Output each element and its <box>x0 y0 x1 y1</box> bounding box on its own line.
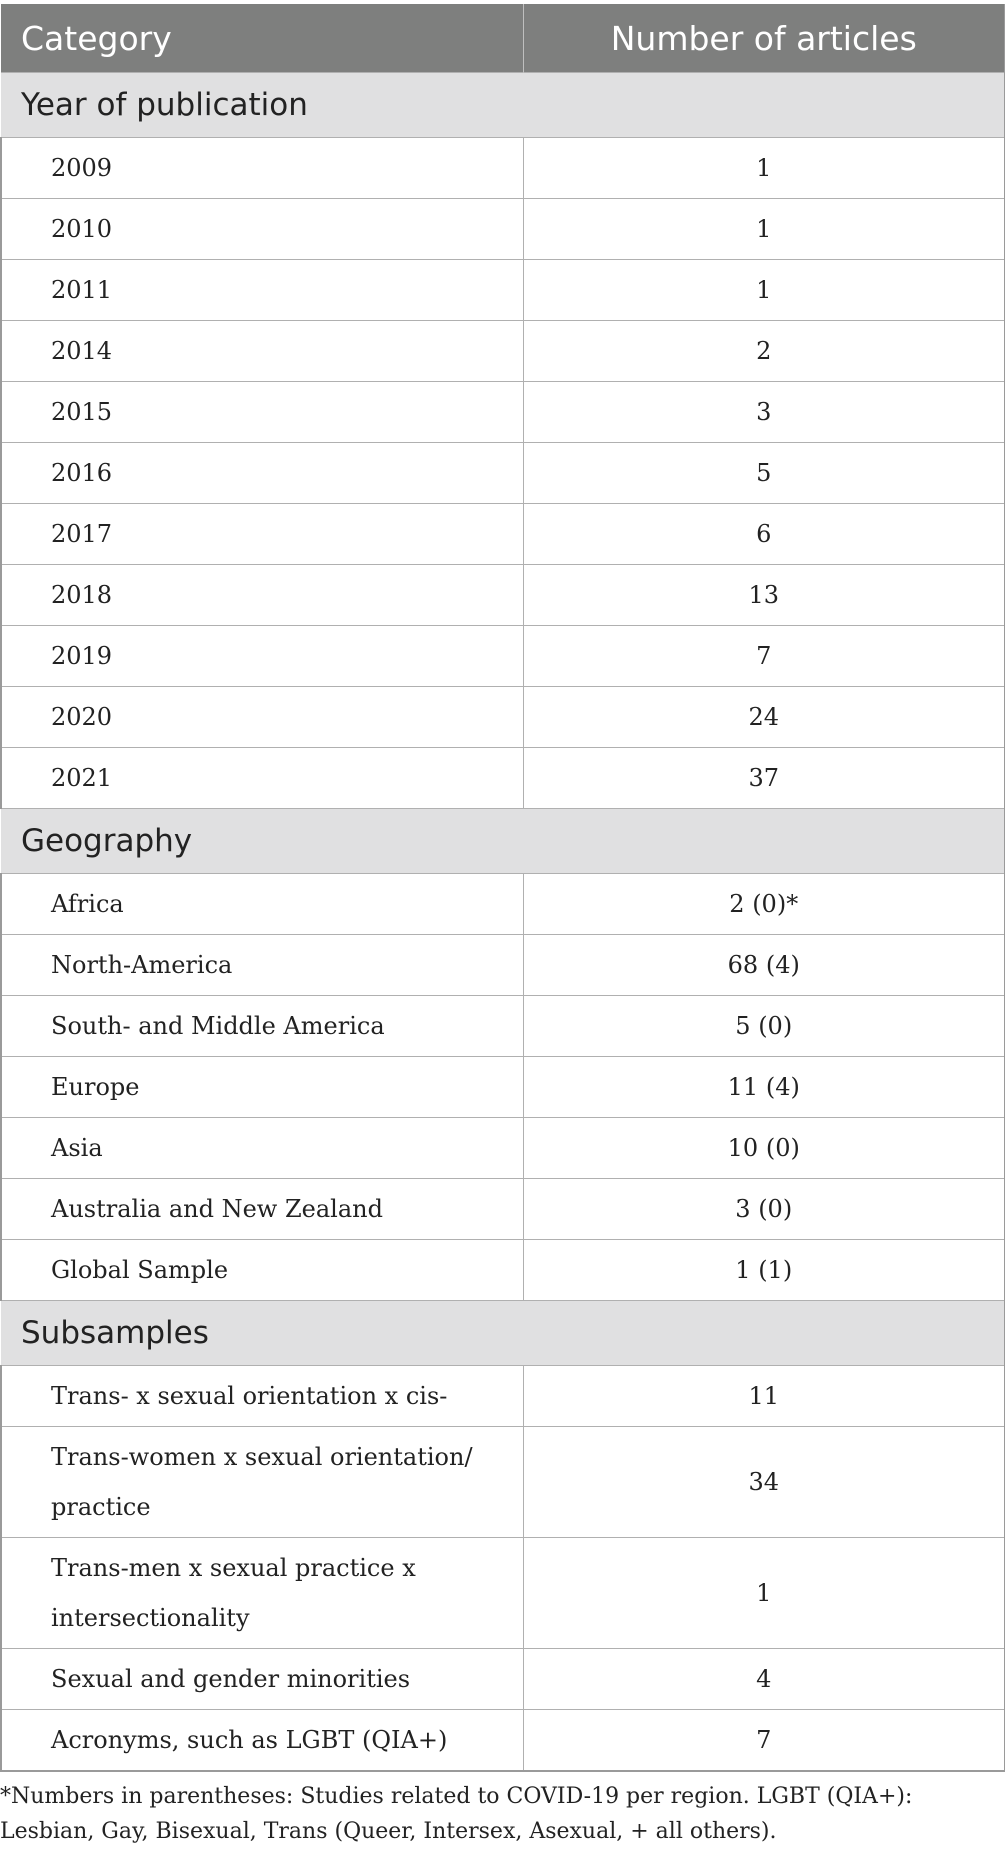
row-value: 11 (4) <box>523 1057 1005 1118</box>
row-value: 68 (4) <box>523 935 1005 996</box>
articles-table <box>0 4 1005 1772</box>
table-row <box>1 382 1005 443</box>
row-value: 1 <box>523 138 1005 199</box>
table-header <box>1 4 1005 73</box>
table-row <box>1 443 1005 504</box>
row-value: 10 (0) <box>523 1118 1005 1179</box>
section-row <box>1 809 1005 874</box>
row-label: South- and Middle America <box>1 996 523 1057</box>
section-title: Geography <box>1 809 1005 874</box>
row-label: Europe <box>1 1057 523 1118</box>
table-row <box>1 1240 1005 1301</box>
row-value: 3 (0) <box>523 1179 1005 1240</box>
row-value: 24 <box>523 687 1005 748</box>
row-value: 1 (1) <box>523 1240 1005 1301</box>
row-label: Sexual and gender minorities <box>1 1649 523 1710</box>
section-title: Subsamples <box>1 1301 1005 1366</box>
table-row <box>1 260 1005 321</box>
row-label: 2019 <box>1 626 523 687</box>
row-value: 13 <box>523 565 1005 626</box>
table-row <box>1 1366 1005 1427</box>
table-row <box>1 996 1005 1057</box>
row-label: 2016 <box>1 443 523 504</box>
row-label: Trans- x sexual orientation x cis- <box>1 1366 523 1427</box>
table-body <box>1 73 1005 1772</box>
row-label: 2021 <box>1 748 523 809</box>
row-label: 2020 <box>1 687 523 748</box>
row-value: 7 <box>523 1710 1005 1772</box>
row-label: 2009 <box>1 138 523 199</box>
row-label: Africa <box>1 874 523 935</box>
table-row <box>1 626 1005 687</box>
row-value: 1 <box>523 1538 1005 1649</box>
header-number-of-articles: Number of articles <box>523 4 1005 73</box>
section-row <box>1 73 1005 138</box>
section-title: Year of publication <box>1 73 1005 138</box>
row-label: 2014 <box>1 321 523 382</box>
row-value: 5 (0) <box>523 996 1005 1057</box>
table-footnote: *Numbers in parentheses: Studies related to COVID-19 per region. LGBT (QIA+): Lesbian, Gay, Bisexual, Trans (Queer, Intersex, Asexual, + all others). <box>0 1784 913 1844</box>
table-row <box>1 321 1005 382</box>
row-label: Global Sample <box>1 1240 523 1301</box>
table-row <box>1 504 1005 565</box>
row-value: 2 <box>523 321 1005 382</box>
table-row <box>1 1179 1005 1240</box>
row-value: 6 <box>523 504 1005 565</box>
row-label: Asia <box>1 1118 523 1179</box>
section-row <box>1 1301 1005 1366</box>
row-label: 2015 <box>1 382 523 443</box>
table-row <box>1 687 1005 748</box>
table-row <box>1 748 1005 809</box>
table-row <box>1 1649 1005 1710</box>
header-category: Category <box>1 4 523 73</box>
row-value: 2 (0)* <box>523 874 1005 935</box>
table-row <box>1 1427 1005 1538</box>
row-label: Acronyms, such as LGBT (QIA+) <box>1 1710 523 1772</box>
row-label: 2017 <box>1 504 523 565</box>
row-label: Trans-women x sexual orientation/ practice <box>1 1427 523 1538</box>
table-row <box>1 1057 1005 1118</box>
row-value: 5 <box>523 443 1005 504</box>
row-value: 1 <box>523 199 1005 260</box>
row-value: 4 <box>523 1649 1005 1710</box>
row-value: 34 <box>523 1427 1005 1538</box>
row-label: Trans-men x sexual practice x intersectionality <box>1 1538 523 1649</box>
table-row <box>1 1118 1005 1179</box>
row-label: North-America <box>1 935 523 996</box>
table-row <box>1 1538 1005 1649</box>
row-value: 11 <box>523 1366 1005 1427</box>
row-value: 7 <box>523 626 1005 687</box>
table-row <box>1 565 1005 626</box>
table-row <box>1 1710 1005 1772</box>
row-value: 1 <box>523 260 1005 321</box>
row-value: 37 <box>523 748 1005 809</box>
row-label: 2018 <box>1 565 523 626</box>
row-label: Australia and New Zealand <box>1 1179 523 1240</box>
table-row <box>1 935 1005 996</box>
row-label: 2011 <box>1 260 523 321</box>
row-label: 2010 <box>1 199 523 260</box>
table-row <box>1 138 1005 199</box>
table-row <box>1 874 1005 935</box>
row-value: 3 <box>523 382 1005 443</box>
table-row <box>1 199 1005 260</box>
